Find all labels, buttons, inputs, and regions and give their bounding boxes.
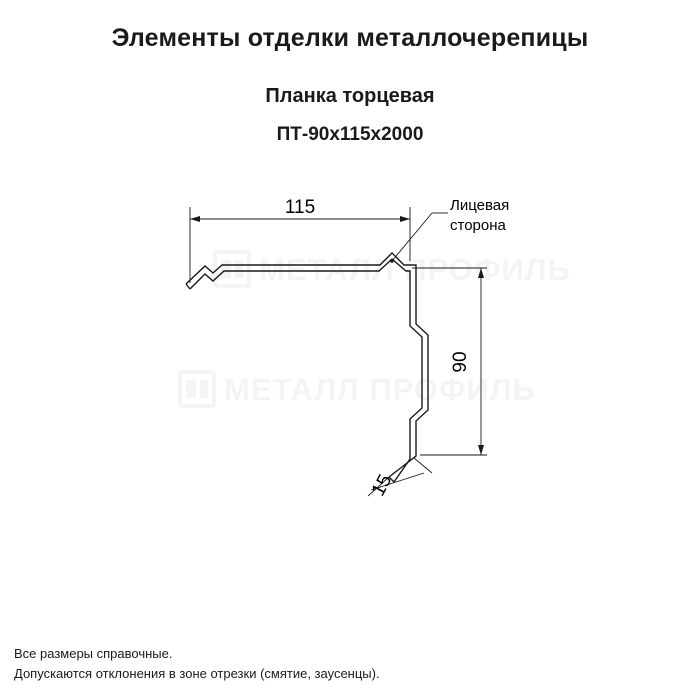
watermark-text: МЕТАЛЛ ПРОФИЛЬ xyxy=(224,372,536,407)
dimension-height-label: 90 xyxy=(450,351,471,373)
face-side-label-line1: Лицевая xyxy=(450,197,510,214)
dimension-width-label: 115 xyxy=(284,197,316,218)
footer-notes xyxy=(14,644,380,684)
face-side-label-line2: сторона xyxy=(450,217,506,234)
footer-note-1: Все размеры справочные. xyxy=(14,646,173,661)
watermark-text: МЕТАЛЛ ПРОФИЛЬ xyxy=(259,252,571,287)
product-name: Планка торцевая xyxy=(265,85,435,107)
product-code: ПТ-90x115x2000 xyxy=(276,124,424,145)
dimension-flange-label: 15 xyxy=(367,471,397,500)
profile-drawing xyxy=(0,165,700,545)
footer-note-2: Допускаются отклонения в зоне отрезки (смятие, заусенцы). xyxy=(14,666,380,681)
page-title: Элементы отделки металлочерепицы xyxy=(111,24,589,52)
